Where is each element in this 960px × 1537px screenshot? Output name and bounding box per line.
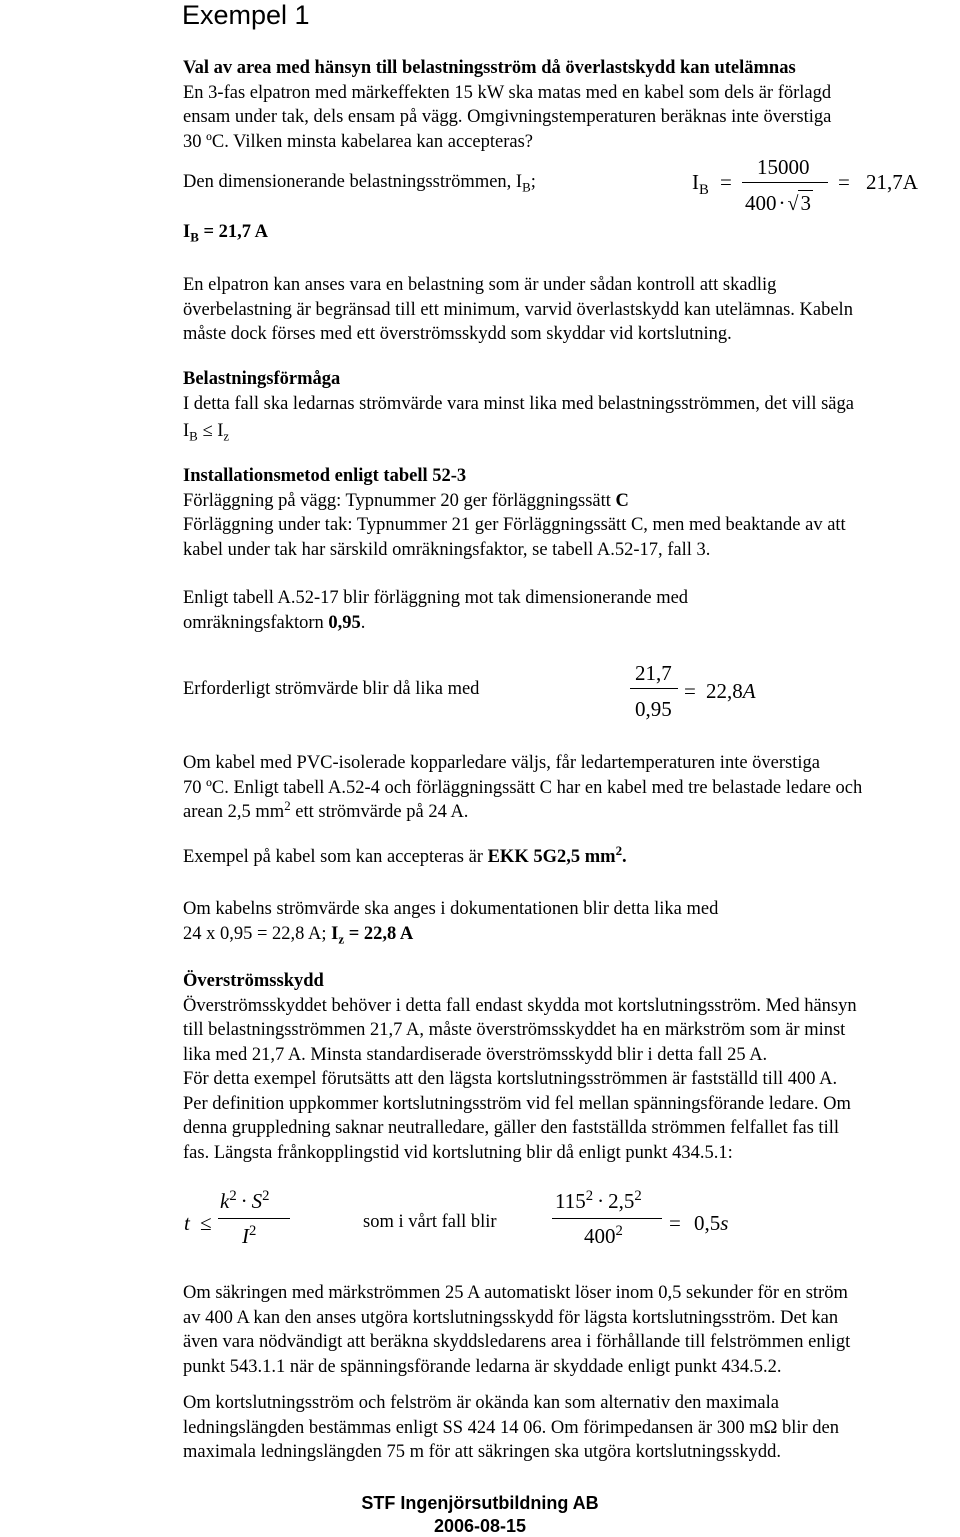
- installation-section: Installationsmetod enligt tabell 52-3 Förläggning på vägg: Typnummer 20 ger förläggningssätt C Förläggning under tak: Typnummer 21 ger Förläggningssätt C, men med beaktande av att kabel under tak har särskild omräkningsfaktor, se tabell A.52-17, fall 3.: [183, 466, 846, 560]
- footer-org: STF Ingenjörsutbildning AB: [361, 1493, 599, 1513]
- fuse-paragraph: Om säkringen med märkströmmen 25 A automatiskt löser inom 0,5 sekunder för en ström av 400 A kan den anses utgöra kortslutningsskydd för lägsta kortslutningsström. Det kan även vara nödvändigt att beräkna skyddsledarens area i förhållande till felströmmen enligt punkt 543.1.1 när de spänningsförande ledarna är skyddade enligt punkt 434.5.2.: [183, 1283, 851, 1377]
- page-title: Exempel 1: [182, 0, 310, 30]
- time-formula-middle-text: som i vårt fall blir: [363, 1212, 497, 1232]
- example-cable: Exempel på kabel som kan accepteras är EKK 5G2,5 $mm^2$.: [183, 842, 627, 867]
- intro-section: [183, 56, 831, 154]
- factor-section: Enligt tabell A.52-17 blir förläggning mot tak dimensionerande med omräkningsfaktorn 0,95.: [183, 588, 689, 633]
- capacity-section: Belastningsförmåga I detta fall ska ledarnas strömvärde vara minst lika med belastningsströmmen, det vill säga $I_B \le I_z$: [183, 369, 854, 444]
- formula-numerator: 15000: [757, 155, 810, 179]
- capacity-heading: Belastningsförmåga: [183, 369, 341, 389]
- intro-line: ensam under tak, dels ensam på vägg. Omgivningstemperaturen beräknas inte överstiga: [183, 107, 832, 127]
- formula-denominator: 400· √3: [745, 191, 811, 215]
- intro-line: 30 ºC. Vilken minsta kabelarea kan accepteras?: [183, 131, 533, 152]
- overload-paragraph: En elpatron kan anses vara en belastning som är under sådan kontroll att skadlig överbelastning är begränsad till ett minimum, varvid överlastskydd kan utelämnas. Kabeln måste dock förses med ett överströmsskydd som skyddar vid kortslutning.: [183, 275, 853, 344]
- intro-line: En 3-fas elpatron med märkeffekten 15 kW ska matas med en kabel som dels är förlagd: [183, 82, 832, 103]
- required-current-text: Erforderligt strömvärde blir då lika med: [183, 679, 480, 699]
- design-current-text: Den dimensionerande belastningsströmmen, $I_B$;: [183, 172, 536, 195]
- length-paragraph: Om kortslutningsström och felström är okända kan som alternativ den maximala ledningslängden bestämmas enligt SS 424 14 06. Om förimpedansen är 300 mΩ blir den maximala ledningslängden 75 m för att säkringen ska utgöra kortslutningsskydd.: [183, 1393, 840, 1462]
- installation-heading: Installationsmetod enligt tabell 52-3: [183, 466, 467, 486]
- overcurrent-heading: Överströmsskydd: [183, 971, 324, 991]
- intro-heading: Val av area med hänsyn till belastningsström då överlastskydd kan utelämnas: [183, 58, 796, 78]
- fraction-bar: [742, 182, 828, 183]
- design-current-result: $I_B = 21,7$ A: [183, 222, 268, 245]
- overcurrent-section: Överströmsskydd Överströmsskyddet behöver i detta fall endast skydda mot kortslutningsström. Med hänsyn till belastningsströmmen 21,7 A, måste överströmsskyddet ha en märkström som är minst lika med 21,7 A. Minsta standardiserade överströmsskydd blir i detta fall 25 A. För detta exempel förutsätts att den lägsta kortslutningsströmmen är fastställd till 400 A. Per definition uppkommer kortslutningsström vid fel mellan spänningsförande ledare. Om denna gruppledning saknar neutralledare, gäller den fastställda strömmen felfallet fas till fas. Längsta frånkopplingstid vid kortslutning blir då enligt punkt 434.5.1:: [183, 971, 857, 1163]
- documentation-paragraph: Om kabelns strömvärde ska anges i dokumentationen blir detta lika med 24 x 0,95 = 22,8 A; $I_z = 22,8$ A: [183, 899, 719, 947]
- footer-date: 2006-08-15: [433, 1516, 527, 1536]
- pvc-paragraph: Om kabel med PVC-isolerade kopparledare väljs, får ledartemperaturen inte överstiga 70 ºC. Enligt tabell A.52-4 och förläggningssätt C har en kabel med tre belastade ledare och arean 2,5 $mm^2$ ett strömvärde på 24 A.: [183, 753, 863, 822]
